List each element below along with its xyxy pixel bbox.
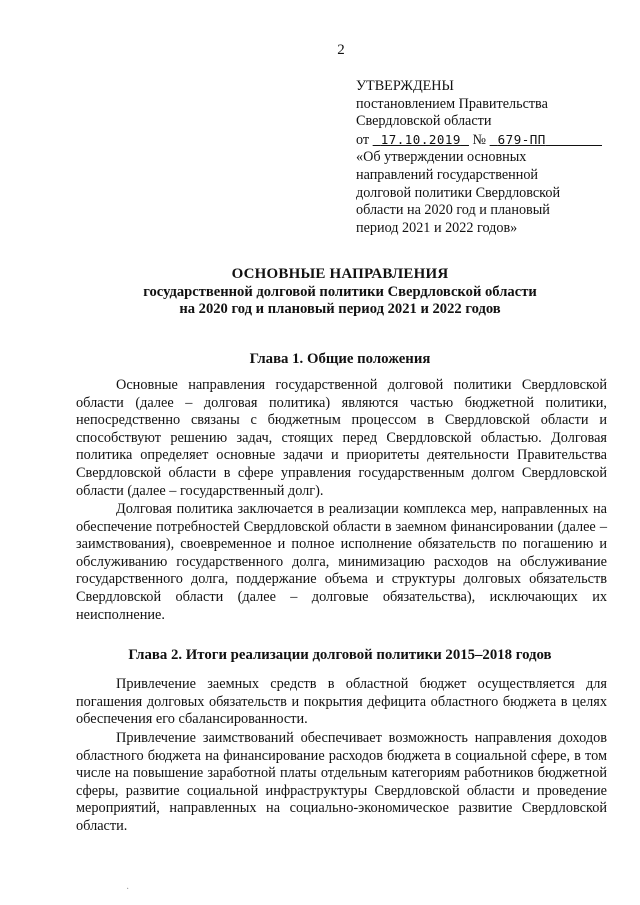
approval-quote-line-1: «Об утверждении основных xyxy=(356,149,527,166)
scan-mark: · xyxy=(126,884,130,895)
approval-stamp-block xyxy=(356,78,616,237)
number-label: № xyxy=(472,131,487,148)
chapter-2-paragraph-1: Привлечение заемных средств в областной бюджет осуществляется для погашения долговых обязательств и покрытия дефицита областного бюджета в целях обеспечения его сбалансированности. xyxy=(76,676,607,728)
chapter-1-heading: Глава 1. Общие положения xyxy=(249,351,431,367)
title-line-2: государственной долговой политики Свердловской области xyxy=(143,283,537,300)
approval-date-line xyxy=(356,131,616,150)
approval-quote-line-4: области на 2020 год и плановый xyxy=(356,202,550,219)
approval-heading: УТВЕРЖДЕНЫ xyxy=(356,78,454,94)
approval-quote-line-2: направлений государственной xyxy=(356,166,539,183)
chapter-1-paragraph-2: Долговая политика заключается в реализации комплекса мер, направленных на обеспечение потребностей Свердловской области в заемном финансировании (далее – заимствования), своевременное и полное исполнение обязательств по погашению и обслуживанию государственного долга, минимизацию расходов на обслуживание государственного долга, поддержание объема и структуры долговых обязательств Свердловской области (далее – долговые обязательства), исключающих их неисполнение. xyxy=(76,501,607,623)
approval-quote-line-5: период 2021 и 2022 годов» xyxy=(356,219,518,236)
approval-line-1: постановлением Правительства xyxy=(356,95,548,112)
approval-number: 679-ПП xyxy=(497,131,546,147)
document-title xyxy=(60,266,620,319)
from-label: от xyxy=(356,131,370,148)
approval-quote-line-3: долговой политики Свердловской xyxy=(356,184,561,201)
page-number: 2 xyxy=(337,42,345,58)
chapter-2-paragraph-2: Привлечение заимствований обеспечивает возможность направления доходов областного бюджета на финансирование расходов бюджета в социальной сфере, в том числе на повышение заработной платы отдельным категориям работников бюджетной сферы, развитие социальной инфраструктуры Свердловской области и проведение мероприятий, направленных на социально-экономическое развитие Свердловской области. xyxy=(76,730,607,834)
title-main: ОСНОВНЫЕ НАПРАВЛЕНИЯ xyxy=(231,266,449,282)
chapter-1-paragraph-1: Основные направления государственной долговой политики Свердловской области (далее – долговая политика) являются частью бюджетной политики, непосредственно связаны с бюджетным процессом в Свердловской области и способствуют решению задач, стоящих перед Свердловской областью. Долговая политика определяет основные задачи и приоритеты деятельности Правительства Свердловской области в сфере управления государственным долгом Свердловской области (далее – государственный долг). xyxy=(76,377,607,499)
approval-date: 17.10.2019 xyxy=(380,131,461,147)
approval-line-2: Свердловской области xyxy=(356,113,492,130)
title-line-3: на 2020 год и плановый период 2021 и 2022 годов xyxy=(179,301,501,318)
chapter-2-heading: Глава 2. Итоги реализации долговой политики 2015–2018 годов xyxy=(128,647,552,663)
